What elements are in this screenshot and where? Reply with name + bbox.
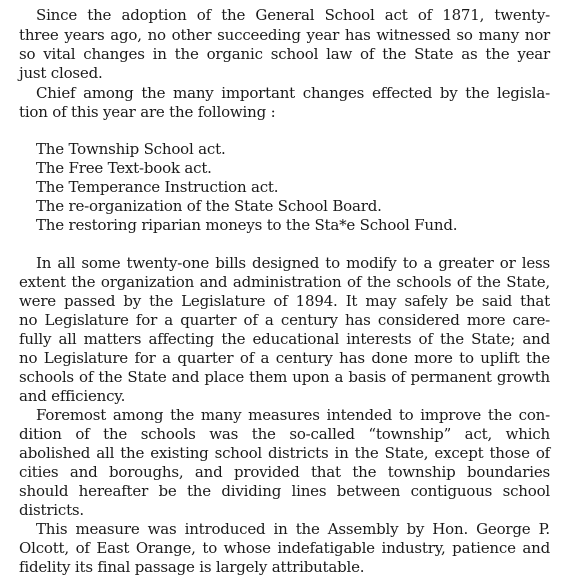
list-item-township-school-act: The Township School act. — [36, 140, 226, 158]
paragraph-5-line-2: Olcott, of East Orange, to whose indefatigable industry, patience and — [19, 539, 550, 557]
paragraph-4-line-6: districts. — [19, 501, 84, 519]
paragraph-4-line-5: should hereafter be the dividing lines between contiguous school — [19, 482, 550, 500]
paragraph-4-line-3: abolished all the existing school districts in the State, except those of — [19, 444, 550, 462]
paragraph-4-line-2: dition of the schools was the so-called “township” act, which — [19, 425, 550, 443]
paragraph-3-line-2: extent the organization and administration of the schools of the State, — [19, 273, 550, 291]
paragraph-1-line-2: three years ago, no other succeeding year has witnessed so many nor — [19, 26, 550, 44]
paragraph-3-line-1: In all some twenty-one bills designed to modify to a greater or less — [36, 254, 550, 272]
paragraph-3-line-4: no Legislature for a quarter of a century has considered more care- — [19, 311, 550, 329]
paragraph-3-line-6: no Legislature for a quarter of a century has done more to uplift the — [19, 349, 550, 367]
paragraph-2-line-1: Chief among the many important changes effected by the legisla- — [36, 84, 550, 102]
paragraph-3-line-5: fully all matters affecting the educational interests of the State; and — [19, 330, 550, 348]
paragraph-5-line-1: This measure was introduced in the Assembly by Hon. George P. — [36, 520, 550, 538]
list-item-state-school-board: The re-organization of the State School Board. — [36, 197, 382, 215]
paragraph-4-line-1: Foremost among the many measures intended to improve the con- — [36, 406, 550, 424]
paragraph-5-line-3: fidelity its final passage is largely attributable. — [19, 558, 365, 576]
list-item-temperance-instruction-act: The Temperance Instruction act. — [36, 178, 279, 196]
paragraph-1-line-3: so vital changes in the organic school law of the State as the year — [19, 45, 550, 63]
paragraph-3-line-7: schools of the State and place them upon a basis of permanent growth — [19, 368, 550, 386]
paragraph-3-line-3: were passed by the Legislature of 1894. It may safely be said that — [19, 292, 550, 310]
list-item-riparian-moneys: The restoring riparian moneys to the Sta*e School Fund. — [36, 216, 458, 234]
paragraph-4-line-4: cities and boroughs, and provided that the township boundaries — [19, 463, 550, 481]
list-item-free-text-book-act: The Free Text-book act. — [36, 159, 212, 177]
paragraph-2-line-2: tion of this year are the following : — [19, 103, 276, 121]
paragraph-3-line-8: and efficiency. — [19, 387, 126, 405]
paragraph-1-line-4: just closed. — [19, 64, 103, 82]
paragraph-1-line-1: Since the adoption of the General School act of 1871, twenty- — [36, 6, 550, 24]
